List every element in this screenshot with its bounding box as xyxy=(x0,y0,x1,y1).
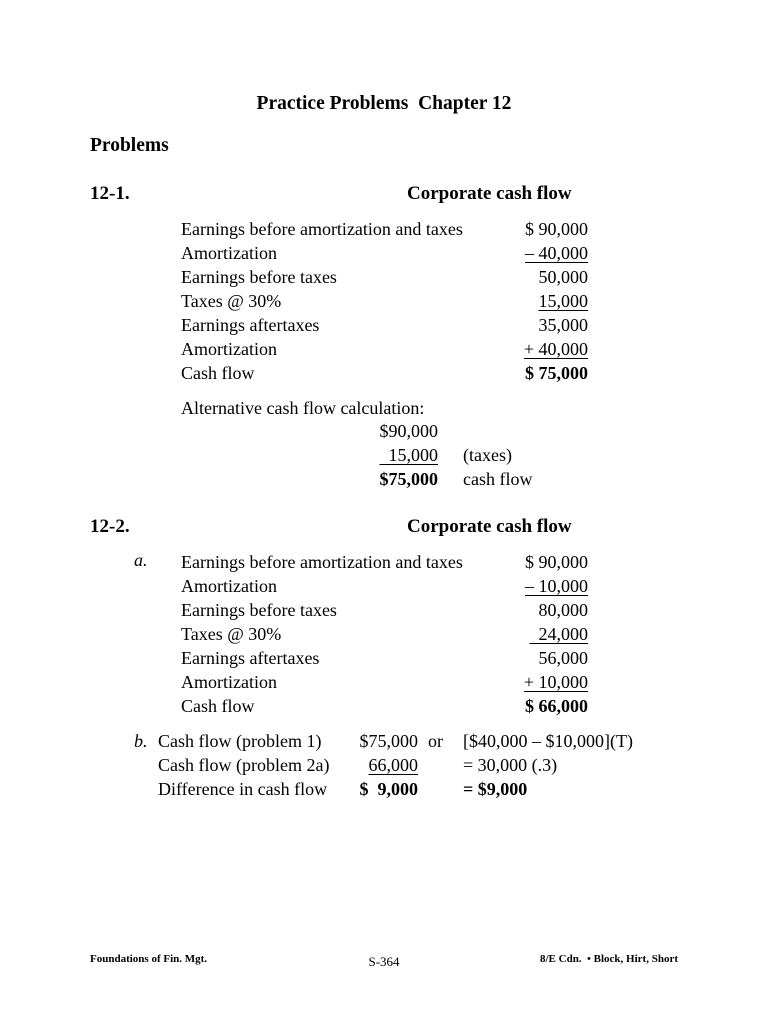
row-amount: 56,000 xyxy=(538,648,588,668)
alt-note: (taxes) xyxy=(463,445,512,465)
row-label: Taxes @ 30% xyxy=(181,291,282,311)
row-amount: 24,000 xyxy=(529,624,588,644)
row-amount: + 40,000 xyxy=(523,339,588,359)
row-label: Earnings before amortization and taxes xyxy=(181,552,463,572)
b-row-amount: $75,000 xyxy=(359,731,418,751)
page-title: Practice Problems Chapter 12 xyxy=(256,93,512,114)
b-row-right: [$40,000 – $10,000](T) xyxy=(463,731,633,751)
b-row-label: Difference in cash flow xyxy=(158,779,328,799)
row-amount: – 10,000 xyxy=(525,576,588,596)
problem-number-12-1: 12-1. xyxy=(90,183,130,204)
row-label: Taxes @ 30% xyxy=(181,624,282,644)
problem-heading-12-2: Corporate cash flow xyxy=(407,516,572,537)
b-row-amount: 66,000 xyxy=(368,755,418,775)
b-row-right: = 30,000 (.3) xyxy=(463,755,558,775)
row-label: Amortization xyxy=(181,339,277,359)
footer-book-title: Foundations of Fin. Mgt. xyxy=(90,953,208,965)
b-row-amount-total: $ 9,000 xyxy=(359,779,418,799)
row-label: Earnings aftertaxes xyxy=(181,315,320,335)
row-amount: + 10,000 xyxy=(523,672,588,692)
row-amount: 35,000 xyxy=(538,315,588,335)
alt-amount-total: $75,000 xyxy=(379,469,438,489)
alt-amount: $90,000 xyxy=(379,421,438,441)
b-row-right-total: = $9,000 xyxy=(463,779,528,799)
row-label: Amortization xyxy=(181,576,277,596)
b-row-label: Cash flow (problem 2a) xyxy=(158,755,330,775)
row-amount: $ 90,000 xyxy=(525,219,588,239)
b-row-label: Cash flow (problem 1) xyxy=(158,731,322,751)
alt-amount: 15,000 xyxy=(379,445,438,465)
section-heading: Problems xyxy=(90,135,169,156)
part-a-marker: a. xyxy=(134,550,148,570)
part-b-marker: b. xyxy=(134,731,148,751)
row-amount: 80,000 xyxy=(538,600,588,620)
row-amount: – 40,000 xyxy=(525,243,588,263)
problem-heading-12-1: Corporate cash flow xyxy=(407,183,572,204)
row-amount-total: $ 66,000 xyxy=(525,696,588,716)
row-amount: 50,000 xyxy=(538,267,588,287)
row-label: Cash flow xyxy=(181,696,255,716)
footer-page-number: S-364 xyxy=(368,954,400,969)
row-label: Amortization xyxy=(181,672,277,692)
row-amount-total: $ 75,000 xyxy=(525,363,588,383)
row-label: Earnings aftertaxes xyxy=(181,648,320,668)
row-label: Earnings before amortization and taxes xyxy=(181,219,463,239)
alternative-calc-label: Alternative cash flow calculation: xyxy=(181,398,425,418)
row-label: Cash flow xyxy=(181,363,255,383)
row-label: Earnings before taxes xyxy=(181,600,337,620)
row-label: Earnings before taxes xyxy=(181,267,337,287)
row-label: Amortization xyxy=(181,243,277,263)
alt-note: cash flow xyxy=(463,469,533,489)
row-amount: $ 90,000 xyxy=(525,552,588,572)
footer-edition-authors: 8/E Cdn. • Block, Hirt, Short xyxy=(539,953,678,965)
problem-number-12-2: 12-2. xyxy=(90,516,130,537)
b-row-or: or xyxy=(428,731,443,751)
row-amount: 15,000 xyxy=(538,291,588,311)
